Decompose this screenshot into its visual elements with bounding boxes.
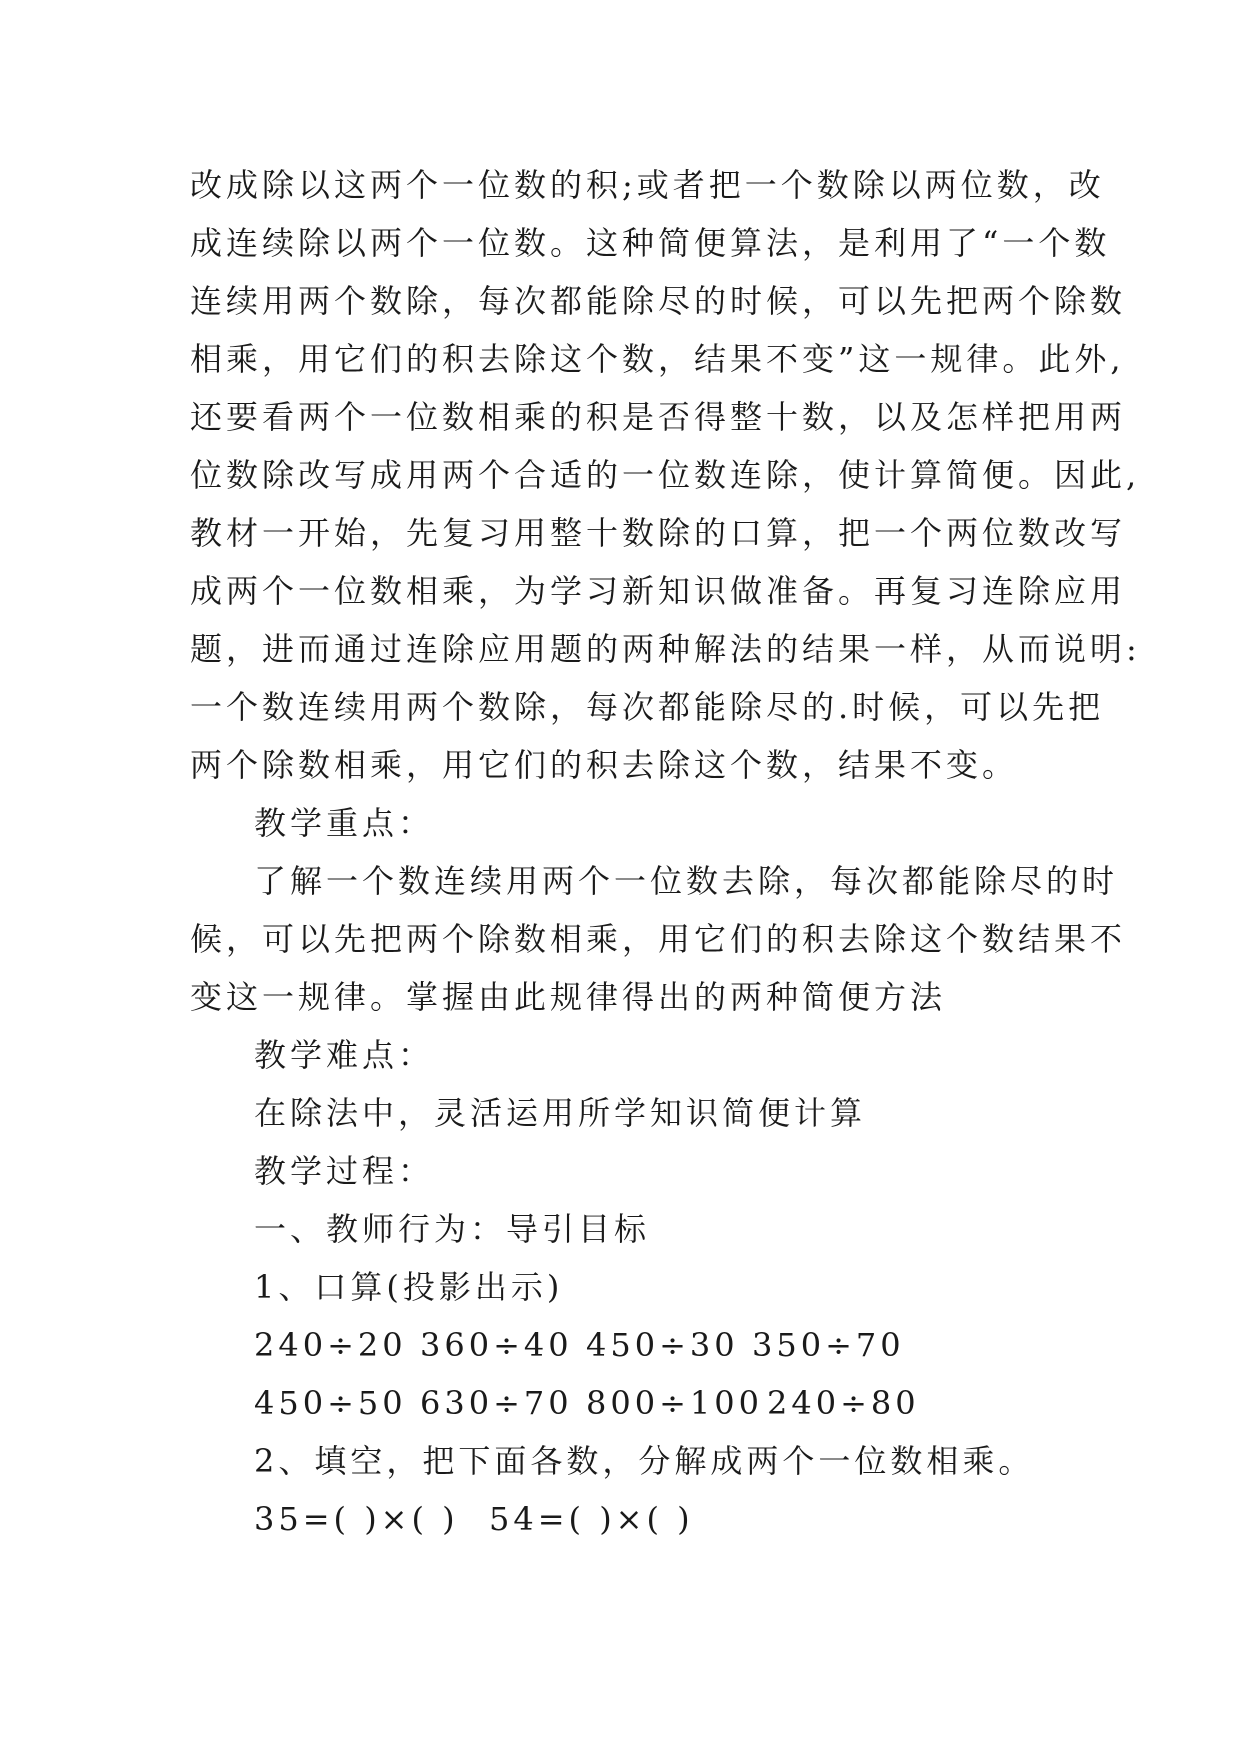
oral-calc-item: 240÷20	[254, 1326, 407, 1364]
paragraph-line: 连续用两个数除，每次都能除尽的时候，可以先把两个除数	[190, 282, 1127, 320]
item-heading: 2、填空，把下面各数，分解成两个一位数相乘。	[254, 1442, 1035, 1480]
oral-calc-item: 360÷40	[420, 1326, 573, 1364]
fill-blank-item: 35=( )×( )	[254, 1500, 459, 1538]
oral-calc-item: 630÷70	[420, 1384, 573, 1422]
fill-blank-row	[190, 1490, 1048, 1548]
paragraph-line: 相乘，用它们的积去除这个数，结果不变”这一规律。此外,	[190, 340, 1125, 378]
paragraph-line: 了解一个数连续用两个一位数去除，每次都能除尽的时	[254, 862, 1119, 900]
oral-calc-item: 450÷30	[586, 1326, 739, 1364]
oral-calc-item: 350÷70	[752, 1326, 905, 1364]
paragraph-line: 位数除改写成用两个合适的一位数连除，使计算简便。因此,	[190, 456, 1141, 494]
oral-calc-item: 240÷80	[767, 1384, 920, 1422]
document-body	[190, 156, 1141, 1548]
paragraph-line: 成连续除以两个一位数。这种简便算法，是利用了“一个数	[190, 224, 1111, 262]
oral-calc-row	[190, 1374, 1048, 1432]
paragraph-line: 变这一规律。掌握由此规律得出的两种简便方法	[190, 978, 947, 1016]
oral-calc-item: 450÷50	[254, 1384, 407, 1422]
oral-calc-row	[190, 1316, 1048, 1374]
fill-blank-item: 54=( )×( )	[489, 1500, 694, 1538]
difficulty-heading: 教学难点：	[254, 1036, 435, 1074]
paragraph-line: 题，进而通过连除应用题的两种解法的结果一样，从而说明:	[190, 630, 1141, 668]
key-points-heading: 教学重点：	[254, 804, 435, 842]
section-heading: 一、教师行为：导引目标	[254, 1210, 651, 1248]
paragraph-line: 教材一开始，先复习用整十数除的口算，把一个两位数改写	[190, 514, 1127, 552]
paragraph-line: 两个除数相乘，用它们的积去除这个数，结果不变。	[190, 746, 1019, 784]
paragraph-line: 候，可以先把两个除数相乘，用它们的积去除这个数结果不	[190, 920, 1127, 958]
paragraph-line: 改成除以这两个一位数的积;或者把一个数除以两位数，改	[190, 166, 1105, 204]
paragraph-line: 成两个一位数相乘，为学习新知识做准备。再复习连除应用	[190, 572, 1127, 610]
paragraph-line: 还要看两个一位数相乘的积是否得整十数，以及怎样把用两	[190, 398, 1127, 436]
process-heading: 教学过程：	[254, 1152, 435, 1190]
difficulty-text: 在除法中，灵活运用所学知识简便计算	[254, 1094, 867, 1132]
oral-calc-item: 800÷100	[586, 1384, 763, 1422]
key-points-paragraph	[190, 852, 1127, 1026]
intro-paragraph	[190, 156, 1141, 794]
item-heading: 1、口算(投影出示)	[254, 1268, 564, 1306]
paragraph-line: 一个数连续用两个数除，每次都能除尽的.时候，可以先把	[190, 688, 1105, 726]
